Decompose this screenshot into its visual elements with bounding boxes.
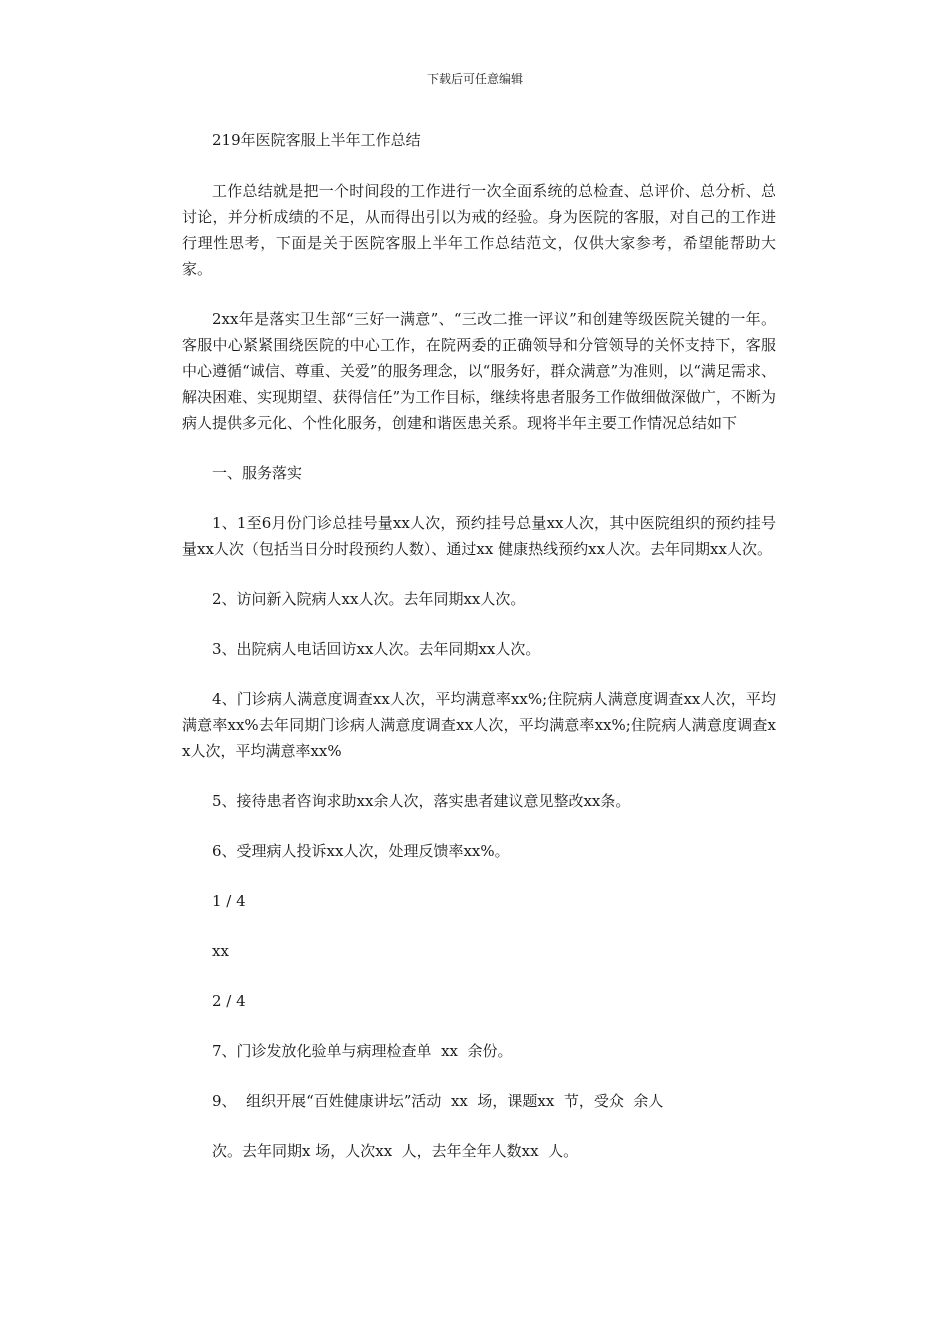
list-item: 4、门诊病人满意度调查xx人次，平均满意率xx%;住院病人满意度调查xx人次，平均满意率xx%去年同期门诊病人满意度调查xx人次，平均满意率xx%;住院病人满意度调查xx人次，平均满意率xx%: [182, 690, 776, 760]
document-body: [182, 128, 776, 1188]
list-item: 5、接待患者咨询求助xx余人次，落实患者建议意见整改xx条。: [212, 792, 631, 810]
document-title: 219年医院客服上半年工作总结: [212, 131, 421, 149]
list-item: 3、出院病人电话回访xx人次。去年同期xx人次。: [212, 640, 541, 658]
page-marker: 2 / 4: [212, 992, 246, 1010]
list-item: 6、受理病人投诉xx人次，处理反馈率xx%。: [212, 842, 510, 860]
page-marker: 1 / 4: [212, 892, 246, 910]
list-item: 2、访问新入院病人xx人次。去年同期xx人次。: [212, 590, 526, 608]
overview-paragraph: 2xx年是落实卫生部“三好一满意”、“三改二推一评议”和创建等级医院关键的一年。客服中心紧紧围绕医院的中心工作，在院两委的正确领导和分管领导的关怀支持下，客服中心遵循“诚信、尊重、关爱”的服务理念，以“服务好，群众满意”为准则，以“满足需求、解决困难、实现期望、获得信任”为工作目标，继续将患者服务工作做细做深做广，不断为病人提供多元化、个性化服务，创建和谐医患关系。现将半年主要工作情况总结如下: [182, 310, 776, 432]
list-item: 1、1至6月份门诊总挂号量xx人次，预约挂号总量xx人次，其中医院组织的预约挂号量xx人次（包括当日分时段预约人数）、通过xx 健康热线预约xx人次。去年同期xx人次。: [182, 514, 776, 558]
section-heading: 一、服务落实: [212, 464, 303, 482]
list-item: 9、 组织开展“百姓健康讲坛”活动 xx 场，课题xx 节，受众 余人: [212, 1092, 664, 1110]
header-note: 下载后可任意编辑: [426, 72, 523, 86]
intro-paragraph: 工作总结就是把一个时间段的工作进行一次全面系统的总检查、总评价、总分析、总讨论，并分析成绩的不足，从而得出引以为戒的经验。身为医院的客服，对自己的工作进行理性思考，下面是关于医院客服上半年工作总结范文，仅供大家参考，希望能帮助大家。: [182, 182, 776, 278]
page-filler-text: xx: [212, 942, 229, 960]
list-item: 次。去年同期x 场，人次xx 人，去年全年人数xx 人。: [212, 1142, 579, 1160]
list-item: 7、门诊发放化验单与病理检查单 xx 余份。: [212, 1042, 513, 1060]
